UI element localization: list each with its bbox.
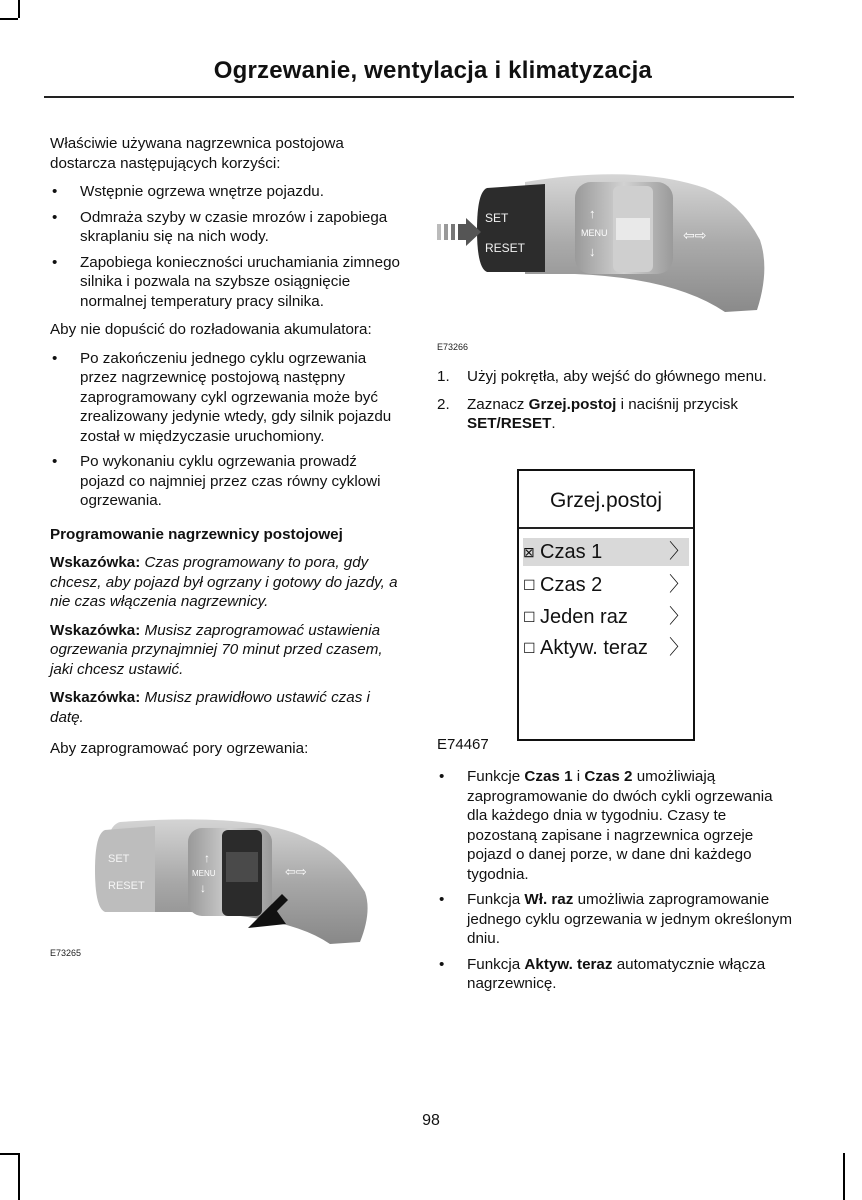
svg-text:↑: ↑ bbox=[589, 206, 596, 221]
menu-item-label: Czas 2 bbox=[540, 574, 603, 596]
checkbox-checked-icon: ⊠ bbox=[523, 544, 535, 560]
chevron-right-icon: 〉 bbox=[669, 637, 689, 659]
menu-label: MENU bbox=[581, 228, 608, 238]
chevron-right-icon: 〉 bbox=[669, 574, 689, 596]
steps bbox=[437, 367, 797, 443]
header-rule bbox=[44, 96, 794, 98]
note-label: Wskazówka: bbox=[50, 621, 141, 639]
note-label: Wskazówka: bbox=[50, 554, 141, 571]
menu-item-label: Czas 1 bbox=[540, 541, 603, 563]
benefits-list bbox=[50, 182, 405, 311]
crop-mark bbox=[18, 1153, 20, 1200]
menu-item-czas-2[interactable] bbox=[523, 571, 689, 599]
list-item: • Funkcja Wł. raz umożliwia zaprogramowanie jednego cyklu ogrzewania w jednym określonym dniu. bbox=[437, 890, 797, 949]
section-heading: Programowanie nagrzewnicy postojowej bbox=[50, 525, 343, 543]
menu-item-aktyw-teraz[interactable] bbox=[523, 634, 689, 662]
menu-separator bbox=[519, 527, 693, 529]
note bbox=[50, 688, 405, 727]
step-number: 1. bbox=[437, 368, 450, 385]
note-text: Musisz prawidłowo ustawić czas i datę. bbox=[50, 689, 370, 726]
crop-mark bbox=[18, 0, 20, 18]
menu-item-label: Jeden raz bbox=[540, 606, 628, 628]
stalk-illustration-bottom bbox=[90, 812, 380, 952]
left-column bbox=[50, 134, 405, 768]
list-item: • Po zakończeniu jednego cyklu ogrzewania przez nagrzewnicę postojową następny zaprogramowany cykl ogrzewania może być zrealizowany jedynie wtedy, gdy silnik pojazdu został w międzyczasie uruchomiony. bbox=[50, 349, 405, 447]
set-label: SET bbox=[485, 211, 509, 225]
set-label: SET bbox=[108, 853, 130, 865]
crop-mark bbox=[843, 1153, 845, 1200]
chevron-right-icon: 〉 bbox=[669, 606, 689, 628]
checkbox-empty-icon: ☐ bbox=[523, 609, 536, 625]
crop-mark bbox=[0, 18, 18, 20]
battery-intro: Aby nie dopuścić do rozładowania akumulatora: bbox=[50, 321, 372, 338]
note-label: Wskazówka: bbox=[50, 689, 141, 706]
battery-list bbox=[50, 349, 405, 511]
list-item: • Po wykonaniu cyklu ogrzewania prowadź pojazd co najmniej przez czas równy cyklowi ogrzewania. bbox=[50, 452, 405, 511]
list-item bbox=[437, 367, 797, 387]
display-menu bbox=[517, 469, 695, 741]
list-item: • Funkcja Aktyw. teraz automatycznie włącza nagrzewnicę. bbox=[437, 955, 797, 994]
list-item: 2. Zaznacz Grzej.postoj i naciśnij przycisk SET/RESET. bbox=[437, 395, 738, 432]
note bbox=[50, 553, 405, 612]
menu-item-label: Aktyw. teraz bbox=[540, 637, 648, 659]
note-text: Musisz zaprogramować ustawienia ogrzewania przynajmniej 70 minut przed czasem, jaki chcesz ustawić. bbox=[50, 621, 383, 678]
checkbox-empty-icon: ☐ bbox=[523, 577, 536, 593]
steps-list bbox=[437, 367, 797, 434]
function-list bbox=[437, 767, 797, 994]
function-notes bbox=[437, 767, 797, 1003]
direction-arrows: ⇦⇨ bbox=[683, 228, 707, 244]
menu-label: MENU bbox=[192, 869, 216, 878]
program-intro: Aby zaprogramować pory ogrzewania: bbox=[50, 740, 309, 757]
note-text: Czas programowany to pora, gdy chcesz, aby pojazd był ogrzany i gotowy do jazdy, a nie czas włączenia nagrzewnicy. bbox=[50, 554, 398, 610]
svg-text:↓: ↓ bbox=[200, 881, 206, 895]
menu-title: Grzej.postoj bbox=[549, 489, 663, 512]
list-item: • Wstępnie ogrzewa wnętrze pojazdu. bbox=[50, 182, 405, 202]
intro-text: Właściwie używana nagrzewnica postojowa dostarcza następujących korzyści: bbox=[50, 135, 344, 172]
list-item: • Funkcje Czas 1 i Czas 2 umożliwiają zaprogramowanie do dwóch cykli ogrzewania dla każdego dnia w tygodniu. Czasy te pozostaną zapisane i nagrzewnica ogrzeje pojazd o danej porze, w dane dni każdego tygodnia. bbox=[437, 767, 797, 884]
step-text: Użyj pokrętła, aby wejść do głównego menu. bbox=[467, 368, 767, 385]
crop-mark bbox=[0, 1153, 18, 1155]
page-number: 98 bbox=[422, 1112, 440, 1129]
menu-item-jeden-raz[interactable] bbox=[523, 603, 689, 631]
step-number: 2. bbox=[437, 395, 450, 413]
page-title: Ogrzewanie, wentylacja i klimatyzacja bbox=[213, 57, 652, 84]
figure-id: E73265 bbox=[50, 948, 82, 958]
svg-text:↑: ↑ bbox=[204, 851, 210, 865]
checkbox-empty-icon: ☐ bbox=[523, 640, 536, 656]
chevron-right-icon: 〉 bbox=[669, 541, 689, 563]
reset-label: RESET bbox=[108, 880, 145, 892]
press-arrow-icon bbox=[437, 218, 481, 246]
menu-item-czas-1[interactable] bbox=[523, 538, 689, 566]
figure-id: E73266 bbox=[437, 342, 469, 352]
list-item: • Odmraża szyby w czasie mrozów i zapobiega skraplaniu się na nich wody. bbox=[50, 208, 405, 247]
figure-id: E74467 bbox=[437, 736, 489, 753]
note bbox=[50, 621, 405, 680]
direction-arrows: ⇦⇨ bbox=[285, 865, 307, 880]
list-item: • Zapobiega konieczności uruchamiania zimnego silnika i pozwala na szybsze osiągnięcie normalnej temperatury pracy silnika. bbox=[50, 253, 405, 312]
reset-label: RESET bbox=[485, 241, 526, 255]
svg-text:↓: ↓ bbox=[589, 244, 596, 259]
stalk-illustration-top bbox=[435, 160, 775, 320]
